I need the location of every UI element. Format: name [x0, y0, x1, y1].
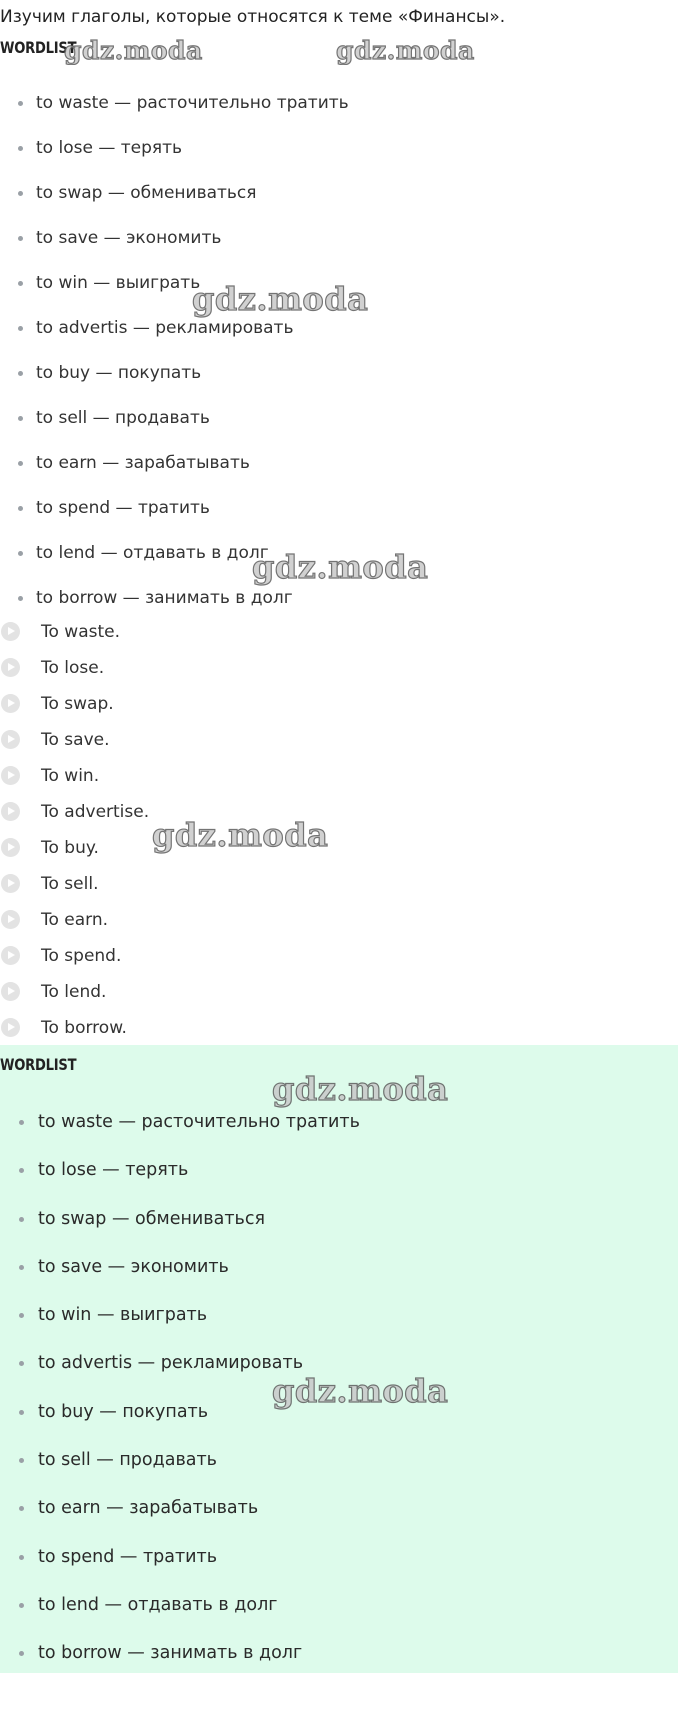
audio-item-text: To save.	[41, 730, 110, 750]
list-item-text: to lend — отдавать в долг	[38, 1594, 278, 1615]
audio-item-text: To lend.	[41, 982, 107, 1002]
watermark: gdz.moda	[64, 36, 203, 65]
list-item	[0, 1436, 678, 1484]
list-item-text: to save — экономить	[38, 1256, 229, 1277]
list-item-text: to borrow — занимать в долг	[38, 1643, 303, 1664]
list-item	[0, 126, 680, 171]
audio-item-text: To buy.	[41, 838, 99, 858]
list-item	[0, 1291, 678, 1339]
intro-text: Изучим глаголы, которые относятся к теме «Финансы».	[0, 7, 506, 27]
play-icon[interactable]	[1, 982, 20, 1001]
bullet-icon	[18, 326, 23, 331]
bullet-icon	[18, 551, 23, 556]
audio-item-text: To advertise.	[41, 802, 150, 822]
play-icon[interactable]	[1, 946, 20, 965]
play-icon[interactable]	[1, 622, 20, 641]
list-item-text: to waste — расточительно тратить	[38, 1112, 360, 1132]
play-icon[interactable]	[1, 838, 20, 857]
bullet-icon	[19, 1361, 24, 1366]
list-item	[0, 171, 680, 216]
audio-item	[0, 650, 680, 686]
list-item	[0, 351, 680, 396]
bullet-icon	[19, 1410, 24, 1415]
play-icon[interactable]	[1, 802, 20, 821]
list-item-text: to spend — тратить	[38, 1546, 218, 1567]
bullet-icon	[18, 281, 23, 286]
list-item-text: to buy — покупать	[38, 1401, 209, 1422]
wordlist-heading: WORDLIST	[0, 38, 77, 57]
list-item-text: to spend — тратить	[36, 498, 210, 518]
audio-item	[0, 830, 680, 866]
watermark: gdz.moda	[152, 816, 329, 854]
list-item-text: to lose — терять	[36, 138, 183, 158]
list-item-text: to sell — продавать	[36, 408, 210, 428]
list-item-text: to lose — терять	[38, 1160, 189, 1181]
audio-item	[0, 686, 680, 722]
audio-item	[0, 794, 680, 830]
audio-item	[0, 866, 680, 902]
audio-item	[0, 1010, 680, 1046]
bullet-icon	[19, 1506, 24, 1511]
bullet-icon	[19, 1120, 24, 1125]
audio-item-text: To swap.	[41, 694, 114, 714]
list-item	[0, 216, 680, 261]
bullet-icon	[19, 1217, 24, 1222]
audio-item	[0, 758, 680, 794]
play-icon[interactable]	[1, 910, 20, 929]
list-item	[0, 396, 680, 441]
list-item-text: to advertis — рекламировать	[36, 318, 294, 338]
list-item-text: to lend — отдавать в долг	[36, 543, 269, 563]
audio-item-text: To waste.	[41, 622, 121, 642]
list-item	[0, 441, 680, 486]
bullet-icon	[18, 236, 23, 241]
bullet-icon	[18, 191, 23, 196]
audio-item-text: To earn.	[41, 910, 109, 930]
list-item	[0, 1484, 678, 1532]
bullet-icon	[18, 146, 23, 151]
audio-item-text: To borrow.	[41, 1018, 127, 1038]
bullet-icon	[18, 596, 23, 601]
play-icon[interactable]	[1, 694, 20, 713]
wordlist-box-heading: WORDLIST	[0, 1055, 77, 1074]
list-item-text: to earn — зарабатывать	[36, 453, 250, 473]
list-item-text: to buy — покупать	[36, 363, 202, 383]
bullet-icon	[19, 1168, 24, 1173]
list-item	[0, 1195, 678, 1243]
bullet-icon	[19, 1265, 24, 1270]
list-item-text: to earn — зарабатывать	[38, 1498, 259, 1519]
list-item	[0, 486, 680, 531]
wordlist	[0, 81, 680, 621]
bullet-icon	[19, 1651, 24, 1656]
watermark: gdz.moda	[336, 36, 475, 65]
audio-item	[0, 722, 680, 758]
play-icon[interactable]	[1, 1018, 20, 1037]
bullet-icon	[19, 1555, 24, 1560]
audio-item-text: To win.	[41, 766, 100, 786]
watermark: gdz.moda	[192, 280, 369, 318]
audio-item-text: To sell.	[41, 874, 99, 894]
play-icon[interactable]	[1, 730, 20, 749]
list-item-text: to advertis — рекламировать	[38, 1353, 304, 1374]
list-item-text: to swap — обмениваться	[38, 1208, 265, 1229]
list-item	[0, 81, 680, 126]
list-item-text: to swap — обмениваться	[36, 183, 257, 203]
bullet-icon	[19, 1313, 24, 1318]
list-item-text: to waste — расточительно тратить	[36, 93, 349, 113]
watermark: gdz.moda	[272, 1372, 449, 1410]
list-item	[0, 1146, 678, 1194]
list-item	[0, 1581, 678, 1629]
bullet-icon	[19, 1458, 24, 1463]
list-item	[0, 1243, 678, 1291]
audio-item	[0, 614, 680, 650]
wordlist-box	[0, 1045, 678, 1673]
play-icon[interactable]	[1, 658, 20, 677]
list-item-text: to save — экономить	[36, 228, 222, 248]
audio-list	[0, 614, 680, 1046]
bullet-icon	[18, 461, 23, 466]
bullet-icon	[18, 416, 23, 421]
list-item-text: to sell — продавать	[38, 1450, 217, 1471]
audio-item	[0, 938, 680, 974]
play-icon[interactable]	[1, 766, 20, 785]
audio-item	[0, 974, 680, 1010]
list-item	[0, 1629, 678, 1677]
watermark: gdz.moda	[272, 1070, 449, 1108]
list-item	[0, 1533, 678, 1581]
audio-item-text: To spend.	[41, 946, 122, 966]
bullet-icon	[18, 101, 23, 106]
bullet-icon	[18, 371, 23, 376]
watermark: gdz.moda	[252, 548, 429, 586]
list-item-text: to win — выиграть	[36, 273, 201, 293]
bullet-icon	[18, 506, 23, 511]
audio-item-text: To lose.	[41, 658, 105, 678]
audio-item	[0, 902, 680, 938]
list-item-text: to win — выиграть	[38, 1305, 208, 1326]
bullet-icon	[19, 1603, 24, 1608]
list-item-text: to borrow — занимать в долг	[36, 588, 293, 608]
play-icon[interactable]	[1, 874, 20, 893]
